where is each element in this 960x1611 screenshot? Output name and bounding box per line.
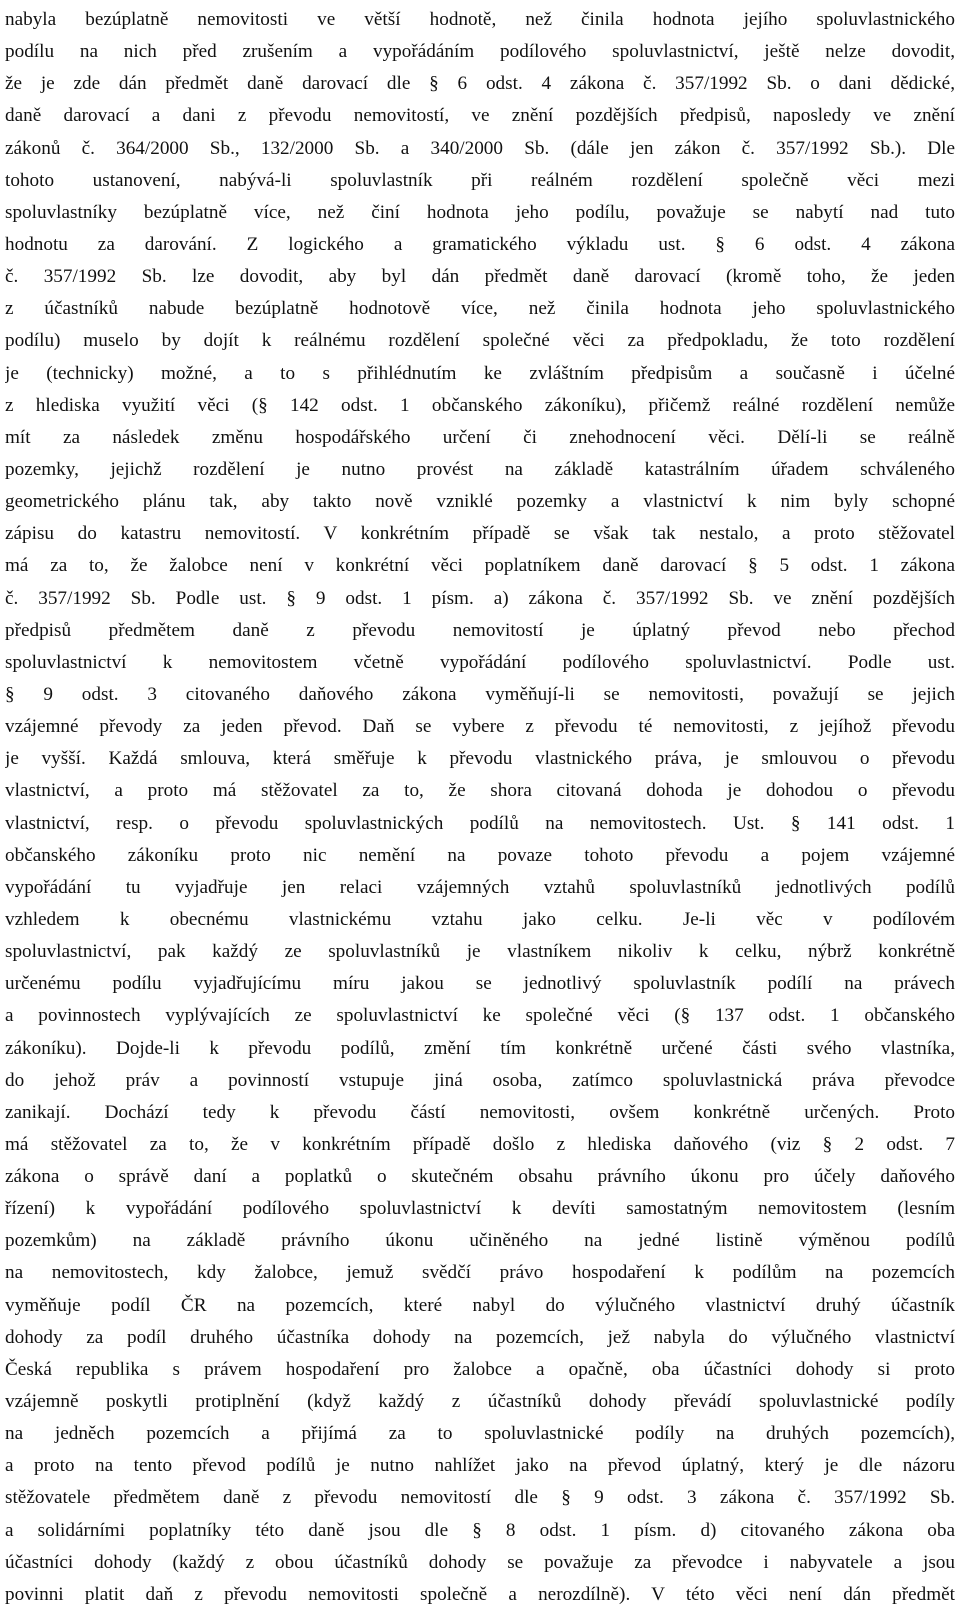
text-line: z hlediska využití věci (§ 142 odst. 1 občanského zákoníku), přičemž reálné rozdělení nemůže <box>5 394 955 416</box>
text-line: má stěžovatel za to, že v konkrétním případě došlo z hlediska daňového (viz § 2 odst. 7 <box>5 1133 955 1155</box>
text-line: vzájemné převody za jeden převod. Daň se vybere z převodu té nemovitosti, z jejíhož převodu <box>5 716 955 738</box>
text-line: a solidárními poplatníky této daně jsou dle § 8 odst. 1 písm. d) citovaného zákona oba <box>5 1519 955 1541</box>
text-line: povinni platit daň z převodu nemovitosti společně a nerozdílně). V této věci není dán předmět <box>5 1583 955 1605</box>
text-line: vlastnictví, a proto má stěžovatel za to, že shora citovaná dohoda je dohodou o převodu <box>5 780 955 802</box>
text-line: a povinnostech vyplývajících ze spoluvlastnictví ke společné věci (§ 137 odst. 1 občanského <box>5 1005 955 1027</box>
text-line: pozemkům) na základě právního úkonu učiněného na jedné listině výměnou podílů <box>5 1230 955 1252</box>
text-line: občanského zákoníku proto nic nemění na povaze tohoto převodu a pojem vzájemné <box>5 844 955 866</box>
text-line: vypořádání tu vyjadřuje jen relaci vzájemných vztahů spoluvlastníků jednotlivých podílů <box>5 876 955 898</box>
text-line: vyměňuje podíl ČR na pozemcích, které nabyl do výlučného vlastnictví druhý účastník <box>5 1294 955 1316</box>
text-line: podílu) muselo by dojít k reálnému rozdělení společné věci za předpokladu, že toto rozdělení <box>5 330 955 352</box>
text-line: pozemky, jejichž rozdělení je nutno provést na základě katastrálním úřadem schváleného <box>5 458 955 480</box>
text-line: na jedněch pozemcích a přijímá za to spoluvlastnické podíly na druhých pozemcích), <box>5 1423 955 1445</box>
text-line: stěžovatele předmětem daně z převodu nemovitostí dle § 9 odst. 3 zákona č. 357/1992 Sb. <box>5 1487 955 1509</box>
text-line: hodnotu za darování. Z logického a gramatického výkladu ust. § 6 odst. 4 zákona <box>5 233 955 255</box>
text-line: je vyšší. Každá smlouva, která směřuje k převodu vlastnického práva, je smlouvou o převodu <box>5 748 955 770</box>
text-line: mít za následek změnu hospodářského určení či znehodnocení věci. Dělí-li se reálně <box>5 426 955 448</box>
text-line: geometrického plánu tak, aby takto nově vzniklé pozemky a vlastnictví k nim byly schopné <box>5 491 955 513</box>
text-line: vzájemně poskytli protiplnění (když každý z účastníků dohody převádí spoluvlastnické podíly <box>5 1391 955 1413</box>
text-line: tohoto ustanovení, nabývá-li spoluvlastník při reálném rozdělení společně věci mezi <box>5 169 955 191</box>
text-line: předpisů předmětem daně z převodu nemovitostí je úplatný převod nebo přechod <box>5 619 955 641</box>
text-line: vlastnictví, resp. o převodu spoluvlastnických podílů na nemovitostech. Ust. § 141 odst. 1 <box>5 812 955 834</box>
text-line: dohody za podíl druhého účastníka dohody na pozemcích, jež nabyla do výlučného vlastnictví <box>5 1326 955 1348</box>
text-line: zápisu do katastru nemovitostí. V konkrétním případě se však tak nestalo, a proto stěžovatel <box>5 523 955 545</box>
text-line: č. 357/1992 Sb. Podle ust. § 9 odst. 1 písm. a) zákona č. 357/1992 Sb. ve znění pozdějších <box>5 587 955 609</box>
text-line: na nemovitostech, kdy žalobce, jemuž svědčí právo hospodaření k podílům na pozemcích <box>5 1262 955 1284</box>
text-line: určenému podílu vyjadřujícímu míru jakou se jednotlivý spoluvlastník podílí na právech <box>5 973 955 995</box>
text-line: z účastníků nabude bezúplatně hodnotově více, než činila hodnota jeho spoluvlastnického <box>5 298 955 320</box>
text-line: a proto na tento převod podílů je nutno nahlížet jako na převod úplatný, který je dle názoru <box>5 1455 955 1477</box>
text-line: vzhledem k obecnému vlastnickému vztahu jako celku. Je-li věc v podílovém <box>5 908 955 930</box>
text-line: nabyla bezúplatně nemovitosti ve větší hodnotě, než činila hodnota jejího spoluvlastnického <box>5 9 955 30</box>
document-body-text <box>5 4 955 1611</box>
text-line: spoluvlastníky bezúplatně více, než činí hodnota jeho podílu, považuje se nabytí nad tuto <box>5 201 955 223</box>
text-line: § 9 odst. 3 citovaného daňového zákona vyměňují-li se nemovitosti, považují se jejich <box>5 683 955 705</box>
text-line: spoluvlastnictví, pak každý ze spoluvlastníků je vlastníkem nikoliv k celku, nýbrž konkrétně <box>5 941 955 963</box>
text-line: zákona o správě daní a poplatků o skutečném obsahu právního úkonu pro účely daňového <box>5 1166 955 1188</box>
text-line: do jehož práv a povinností vstupuje jiná osoba, zatímco spoluvlastnická práva převodce <box>5 1069 955 1091</box>
text-line: účastníci dohody (každý z obou účastníků dohody se považuje za převodce i nabyvatele a jsou <box>5 1551 955 1573</box>
text-line: spoluvlastnictví k nemovitostem včetně vypořádání podílového spoluvlastnictví. Podle ust. <box>5 651 955 673</box>
text-line: je (technicky) možné, a to s přihlédnutím ke zvláštním předpisům a současně i účelné <box>5 362 955 384</box>
text-line: že je zde dán předmět daně darovací dle § 6 odst. 4 zákona č. 357/1992 Sb. o dani dědické, <box>5 73 955 95</box>
text-line: řízení) k vypořádání podílového spoluvlastnictví k devíti samostatným nemovitostem (lesním <box>5 1198 955 1220</box>
text-line: Česká republika s právem hospodaření pro žalobce a opačně, oba účastníci dohody si proto <box>5 1358 955 1380</box>
text-line: zákoníku). Dojde-li k převodu podílů, změní tím konkrétně určené části svého vlastníka, <box>5 1037 955 1059</box>
text-line: zanikají. Dochází tedy k převodu částí nemovitosti, ovšem konkrétně určených. Proto <box>5 1101 955 1123</box>
text-line: daně darovací a dani z převodu nemovitostí, ve znění pozdějších předpisů, naposledy ve znění <box>5 105 955 127</box>
text-line: podílu na nich před zrušením a vypořádáním podílového spoluvlastnictví, ještě nelze dovodit, <box>5 41 955 63</box>
text-line: má za to, že žalobce není v konkrétní věci poplatníkem daně darovací § 5 odst. 1 zákona <box>5 555 955 577</box>
text-line: zákonů č. 364/2000 Sb., 132/2000 Sb. a 340/2000 Sb. (dále jen zákon č. 357/1992 Sb.). Dle <box>5 137 955 159</box>
text-line: č. 357/1992 Sb. lze dovodit, aby byl dán předmět daně darovací (kromě toho, že jeden <box>5 266 955 288</box>
